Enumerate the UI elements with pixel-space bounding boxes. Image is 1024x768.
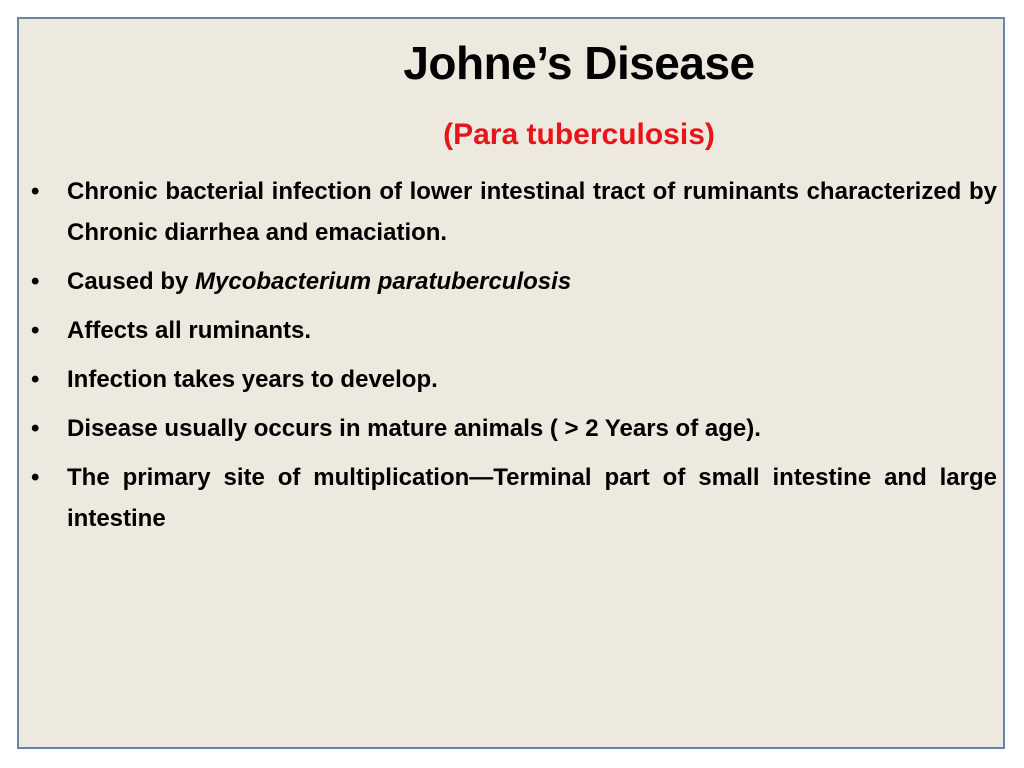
organism-name: Mycobacterium paratuberculosis <box>195 268 572 295</box>
bullet-icon: • <box>31 178 40 205</box>
bullet-icon: • <box>31 366 40 393</box>
bullet-item-development <box>29 359 997 400</box>
bullet-text: Infection takes years to develop. <box>67 366 438 393</box>
bullet-item-site <box>29 457 997 539</box>
bullet-item-cause <box>29 261 997 302</box>
bullet-icon: • <box>31 464 40 491</box>
slide-subtitle: (Para tuberculosis) <box>443 118 715 151</box>
bullet-item-age <box>29 408 997 449</box>
slide <box>17 17 1005 749</box>
bullet-text: Disease usually occurs in mature animals ( > 2 Years of age). <box>67 415 761 442</box>
bullet-list <box>29 171 997 547</box>
bullet-item-hosts <box>29 310 997 351</box>
bullet-text: Affects all ruminants. <box>67 317 312 344</box>
bullet-text: The primary site of multiplication—Terminal part of small intestine and large intestine <box>67 464 997 532</box>
bullet-item-definition <box>29 171 997 253</box>
bullet-icon: • <box>31 415 40 442</box>
slide-title: Johne’s Disease <box>403 37 755 89</box>
bullet-text <box>67 268 571 295</box>
bullet-icon: • <box>31 268 40 295</box>
bullet-text: Chronic bacterial infection of lower intestinal tract of ruminants characterized by Chronic diarrhea and emaciation. <box>67 178 997 246</box>
bullet-icon: • <box>31 317 40 344</box>
bullet-text-prefix: Caused by <box>67 268 196 295</box>
